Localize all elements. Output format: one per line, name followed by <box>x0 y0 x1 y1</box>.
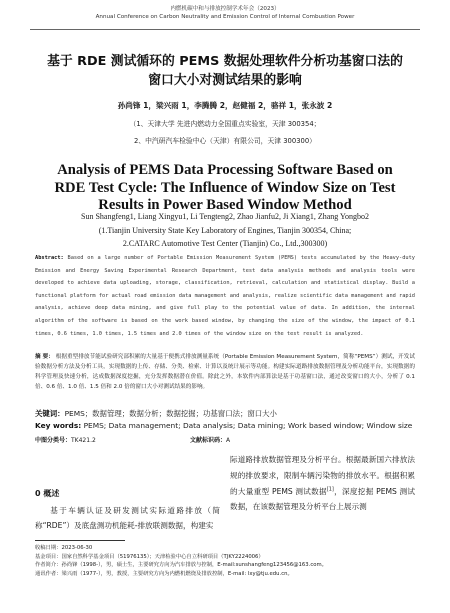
classification-label: 中图分类号： <box>35 437 72 444</box>
affiliation-en-2: 2.CATARC Automotive Test Center (Tianjin) Co., Ltd.,300300) <box>122 239 328 248</box>
authors-en: Sun Shangfeng1, Liang Xingyu1, Li Tengteng2, Zhao Jianfu2, Ji Xiang1, Zhang Yongbo2 <box>81 212 369 221</box>
keywords-cn-text: PEMS；数据管理；数据分析；数据挖掘；功基窗口法；窗口大小 <box>64 409 277 418</box>
footnotes <box>35 544 415 578</box>
document-code-value: A <box>226 437 231 444</box>
paper-title-cn-line1: 基于 RDE 测试循环的 PEMS 数据处理软件分析功基窗口法的 <box>47 54 403 69</box>
header-divider <box>30 29 420 30</box>
paper-title-cn-line2: 窗口大小对测试结果的影响 <box>148 73 302 88</box>
abstract-en <box>35 252 415 340</box>
abstract-cn-text: 根据重型排放节能试验研究部积累的大量基于便携式排放测量系统（Portable Emission Measurement System，简称“PEMS”）测试，开发试验数据分析方法及分析工具，实现数据的上传、存储、分类、检索、计算以及统计展示等功能。构建实际道路排放数据管理及分析功能平台，实现数据的科学管理及快速分析，达成数据深度挖掘，充分发挥数据潜在价值。除此之外，本软件内部算法是基于功基窗口法，通过改变窗口的大小，分析了 0.1 倍、0.6 倍、1.0 倍、1.5 倍和 2.0 倍的窗口大小对测试结果的影响。 <box>35 354 415 390</box>
authors-cn: 孙尚锋 1，梁兴雨 1，李腾腾 2，赵健福 2，骆祥 1，张永波 2 <box>117 101 333 110</box>
footnote-funding: 基金项目：国家自然科学基金项目（51976135）；天津检验中心自立科研项目（TJKY2224006） <box>35 553 264 560</box>
abstract-en-text: Based on a large number of Portable Emission Measurement System (PEMS) tests accumulated by the Heavy-duty Emission and Energy Saving Experimental Research Department, test data analysis methods and analysis tools were developed to achieve data uploading, storage, classification, retrieval, calculation and statistical display. Build a functional platform for actual road emission data management and analysis, realize scientific data management and rapid analysis, achieve deep data mining, and give full play to the potential value of data. In addition, the internal algorithm of the software is based on the work based window, by changing the size of the window, the impact of 0.1 times, 0.6 times, 1.0 times, 1.5 times and 2.0 times of the window size on the test result is analyzed. <box>35 255 415 337</box>
abstract-en-label: Abstract: <box>35 255 64 261</box>
affiliation-cn-1: （1、天津大学 先进内燃动力全国重点实验室，天津 300354； <box>129 120 321 128</box>
conference-header <box>0 5 450 21</box>
conference-name-cn: 内燃机碳中和与排放控制学术年会（2023） <box>170 6 280 12</box>
abstract-cn-label: 摘 要： <box>35 354 54 360</box>
body-right-text-1: 际道路排放数据管理及分析平台。根据最新国六排放法规的排放要求，限制车辆污染物的排放水平。根据积累的大量重型 PEMS 测试数据 <box>230 455 415 496</box>
keywords-cn-label: 关键词： <box>35 409 65 418</box>
abstract-cn <box>35 352 415 392</box>
affiliation-cn-2: 2、中汽研汽车检验中心（天津）有限公司，天津 300300） <box>134 137 316 145</box>
footnote-divider <box>35 540 125 541</box>
paper-title-en-line3: Results in Power Based Window Method <box>98 197 352 213</box>
footnote-author-bio: 作者简介：孙尚锋（1998-），男，硕士生，主要研究方向为汽车排放与控制，E-mail:sunshangfeng123456@163.com。 <box>35 562 327 569</box>
classification-number <box>35 435 96 444</box>
keywords-en-text: PEMS; Data management; Data analysis; Data mining; Work based window; Window size <box>83 421 413 430</box>
body-text-left-column: 基于车辆认证及研发测试实际道路排放（简称“RDE”）及底盘测功机能耗-排放联测数据，构建实 <box>35 506 220 530</box>
document-code-label: 文献标识码： <box>190 437 227 444</box>
body-right-text-2: ，深度挖掘 PEMS 测试数据，在该数据管理及分析平台上展示测 <box>230 486 415 512</box>
footnote-corresponding-author: 通讯作者：梁兴雨（1977-），男，教授，主要研究方向为内燃机燃烧及排放控制，E-mail: lxy@tju.edu.cn。 <box>35 570 293 577</box>
paper-title-en-line1: Analysis of PEMS Data Processing Software Based on <box>57 162 393 178</box>
conference-name-en: Annual Conference on Carbon Neutrality and Emission Control of Internal Combustion Power <box>95 14 355 20</box>
keywords-cn <box>35 408 415 419</box>
paper-title-en <box>20 162 430 215</box>
paper-title-en-line2: RDE Test Cycle: The Influence of Window Size on Test <box>54 179 396 196</box>
paper-title-cn <box>20 52 430 90</box>
affiliation-en-1: (1.Tianjin University State Key Laboratory of Engines, Tianjin 300354, China; <box>98 226 352 235</box>
classification-value: TK421.2 <box>71 437 96 444</box>
citation-ref: [1] <box>326 486 334 493</box>
document-code <box>190 435 230 444</box>
body-text-right-column <box>230 452 415 515</box>
section-heading-overview: 0 概述 <box>35 489 60 498</box>
keywords-en <box>35 421 415 430</box>
keywords-en-label: Key words: <box>35 421 82 430</box>
footnote-received-date: 收稿日期：2023-06-30 <box>35 545 93 551</box>
